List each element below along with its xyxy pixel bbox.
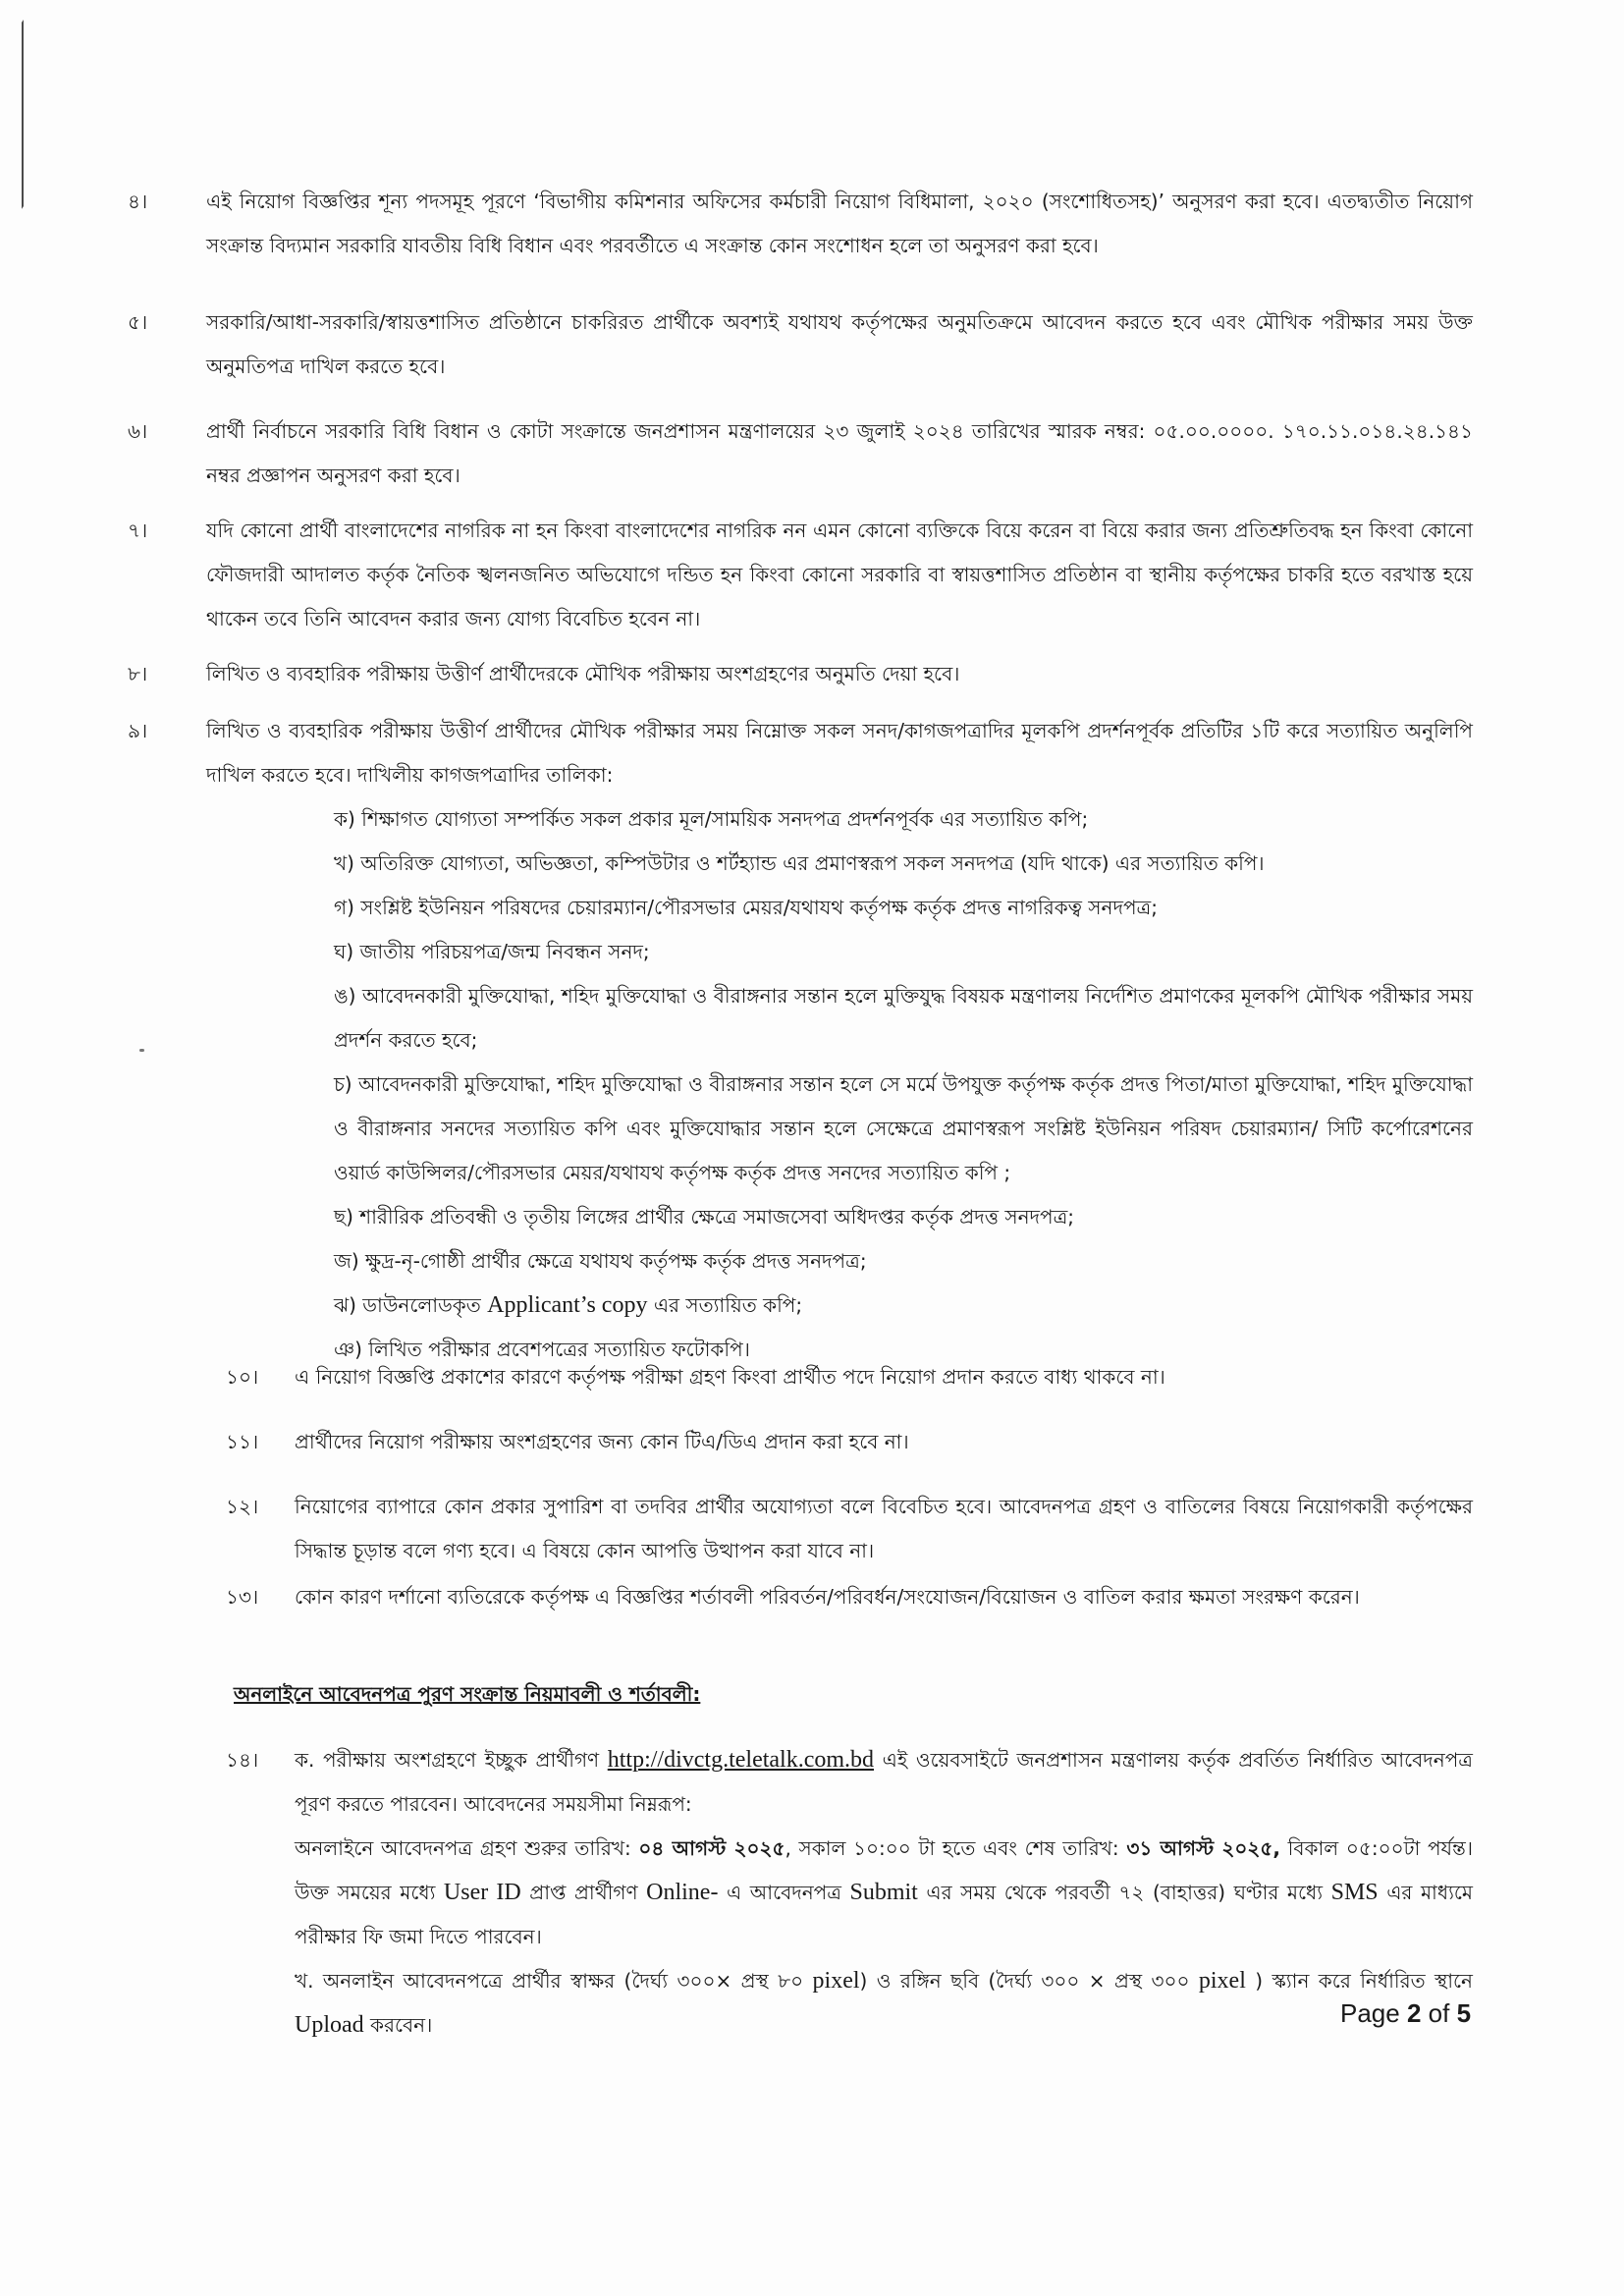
clause-number: ১০। — [226, 1365, 259, 1389]
page-number-total: 5 — [1456, 1998, 1472, 2028]
document-list-item: চ) আবেদনকারী মুক্তিযোদ্ধা, শহিদ মুক্তিযোদ্ধা ও বীরাঙ্গনার সন্তান হলে সে মর্মে উপযুক্ত কর্তৃপক্ষ কর্তৃক প্রদত্ত পিতা/মাতা মুক্তিযোদ্ধা, শহিদ মুক্তিযোদ্ধা ও বীরাঙ্গনার সনদের সত্যায়িত কপি এবং মুক্তিযোদ্ধার সন্তান হলে সেক্ষেত্রে প্রমাণস্বরূপ সংশ্লিষ্ট ইউনিয়ন পরিষদ চেয়ারম্যান/ সিটি কর্পোরেশনের ওয়ার্ড কাউন্সিলর/পৌরসভার মেয়র/যথাযথ কর্তৃপক্ষ কর্তৃক প্রদত্ত সনদের সত্যায়িত কপি ; — [334, 1072, 1473, 1184]
list-item-text: ঝ) ডাউনলোডকৃত — [334, 1293, 488, 1317]
clause-text: বিকাল ০৫:০০টা পর্যন্ত। উক্ত সময়ের মধ্যে — [295, 1836, 1473, 1904]
clause-text: ) ও রঙ্গিন ছবি (দৈর্ঘ্য ৩০০ × প্রস্থ ৩০০ — [859, 1969, 1199, 1993]
page-number-prefix: Page — [1340, 1998, 1407, 2028]
clause-6 — [128, 410, 1473, 498]
document-list-item: ক) শিক্ষাগত যোগ্যতা সম্পর্কিত সকল প্রকার মূল/সাময়িক সনদপত্র প্রদর্শনপূর্বক এর সত্যায়িত কপি; — [334, 807, 1089, 831]
clause-10 — [226, 1355, 1473, 1399]
clause-text: এর মাধ্যমে পরীক্ষার ফি জমা দিতে পারবেন। — [295, 1881, 1474, 1948]
clause-13 — [226, 1575, 1473, 1619]
clause-text: এ নিয়োগ বিজ্ঞপ্তি প্রকাশের কারণে কর্তৃপক্ষ পরীক্ষা গ্রহণ কিংবা প্রার্থীত পদে নিয়োগ প্রদান করতে বাধ্য থাকবে না। — [295, 1365, 1165, 1389]
clause-number: ১১। — [226, 1430, 259, 1453]
clause-text: প্রাপ্ত প্রার্থীগণ — [520, 1881, 647, 1904]
teletalk-link[interactable]: http://divctg.teletalk.com.bd — [607, 1747, 875, 1773]
application-start-date: ০৪ আগস্ট ২০২৫ — [638, 1836, 785, 1860]
clause-number: ১২। — [226, 1495, 259, 1518]
clause-text: খ. অনলাইন আবেদনপত্রে প্রার্থীর স্বাক্ষর (দৈর্ঘ্য ৩০০× প্রস্থ ৮০ — [295, 1969, 813, 1993]
document-list-item: ঘ) জাতীয় পরিচয়পত্র/জন্ম নিবন্ধন সনদ; — [334, 940, 650, 963]
clause-number: ৯। — [128, 719, 148, 742]
clause-number: ৪। — [128, 190, 148, 213]
application-end-date: ৩১ আগস্ট ২০২৫, — [1126, 1836, 1280, 1860]
clause-text: লিখিত ও ব্যবহারিক পরীক্ষায় উত্তীর্ণ প্রার্থীদেরকে মৌখিক পরীক্ষায় অংশগ্রহণের অনুমতি দেয়া হবে। — [206, 662, 960, 685]
clause-5 — [128, 301, 1473, 389]
clause-text: প্রার্থী নির্বাচনে সরকারি বিধি বিধান ও কোটা সংক্রান্তে জনপ্রশাসন মন্ত্রণালয়ের ২৩ জুলাই ২০২৪ তারিখের স্মারক নম্বর: ০৫.০০.০০০০. ১৭০.১১.০১৪.২৪.১৪১ নম্বর প্রজ্ঞাপন অনুসরণ করা হবে। — [206, 419, 1473, 487]
clause-number: ৫। — [128, 310, 148, 334]
clause-7 — [128, 509, 1473, 641]
clause-text: সরকারি/আধা-সরকারি/স্বায়ত্তশাসিত প্রতিষ্ঠানে চাকরিরত প্রার্থীকে অবশ্যই যথাযথ কর্তৃপক্ষের অনুমতিক্রমে আবেদন করতে হবে এবং মৌখিক পরীক্ষার সময় উক্ত অনুমতিপত্র দাখিল করতে হবে। — [206, 310, 1473, 378]
application-start-label: অনলাইনে আবেদনপত্র গ্রহণ শুরুর তারিখ: — [295, 1836, 639, 1860]
document-list-item: ঞ) লিখিত পরীক্ষার প্রবেশপত্রের সত্যায়িত ফটোকপি। — [334, 1338, 750, 1361]
clause-text: এই নিয়োগ বিজ্ঞপ্তির শূন্য পদসমূহ পূরণে ‘বিভাগীয় কমিশনার অফিসের কর্মচারী নিয়োগ বিধিমালা, ২০২০ (সংশোধিতসহ)’ অনুসরণ করা হবে। এতদ্ব্যতীত নিয়োগ সংক্রান্ত বিদ্যমান সরকারি যাবতীয় বিধি বিধান এবং পরবর্তীতে এ সংক্রান্ত কোন সংশোধন হলে তা অনুসরণ করা হবে। — [206, 190, 1473, 257]
list-item-text: এর সত্যায়িত কপি; — [647, 1293, 803, 1317]
clause-text: Online- — [646, 1880, 719, 1905]
clause-number: ৭। — [128, 519, 148, 542]
clause-4 — [128, 180, 1473, 268]
clause-number: ৮। — [128, 662, 148, 685]
clause-text: করবেন। — [363, 2013, 433, 2037]
list-item-text: Applicant’s copy — [487, 1292, 648, 1318]
scan-speck — [139, 1049, 144, 1052]
clause-9 — [128, 709, 1473, 1372]
clause-text: প্রার্থীদের নিয়োগ পরীক্ষায় অংশগ্রহণের জন্য কোন টিএ/ডিএ প্রদান করা হবে না। — [295, 1430, 909, 1453]
clause-text: লিখিত ও ব্যবহারিক পরীক্ষায় উত্তীর্ণ প্রার্থীদের মৌখিক পরীক্ষার সময় নিম্নোক্ত সকল সনদ/কাগজপত্রাদির মূলকপি প্রদর্শনপূর্বক প্রতিটির ১টি করে সত্যায়িত অনুলিপি দাখিল করতে হবে। দাখিলীয় কাগজপত্রাদির তালিকা: — [206, 719, 1473, 787]
clause-14 — [226, 1738, 1474, 2048]
clause-text: pixel — [1198, 1968, 1246, 1994]
document-list-item — [334, 1284, 1473, 1328]
document-list-item: গ) সংশ্লিষ্ট ইউনিয়ন পরিষদের চেয়ারম্যান/পৌরসভার মেয়র/যথাযথ কর্তৃপক্ষ কর্তৃক প্রদত্ত নাগরিকত্ব সনদপত্র; — [334, 896, 1158, 919]
page-corner-fold — [0, 20, 24, 246]
online-application-heading: অনলাইনে আবেদনপত্র পুরণ সংক্রান্ত নিয়মাবলী ও শর্তাবলী: — [234, 1682, 701, 1706]
clause-text: যদি কোনো প্রার্থী বাংলাদেশের নাগরিক না হন কিংবা বাংলাদেশের নাগরিক নন এমন কোনো ব্যক্তিকে বিয়ে করেন বা বিয়ে করার জন্য প্রতিশ্রুতিবদ্ধ হন কিংবা কোনো ফৌজদারী আদালত কর্তৃক নৈতিক স্খলনজনিত অভিযোগে দন্ডিত হন কিংবা কোনো সরকারি বা স্বায়ত্তশাসিত প্রতিষ্ঠান বা স্থানীয় কর্তৃপক্ষের চাকরি হতে বরখাস্ত হয়ে থাকেন তবে তিনি আবেদন করার জন্য যোগ্য বিবেচিত হবেন না। — [206, 519, 1473, 630]
page-number-current: 2 — [1406, 1998, 1422, 2028]
clause-text: Submit — [849, 1880, 918, 1905]
page-number — [1340, 1994, 1471, 2033]
clause-text: নিয়োগের ব্যাপারে কোন প্রকার সুপারিশ বা তদবির প্রার্থীর অযোগ্যতা বলে বিবেচিত হবে। আবেদনপত্র গ্রহণ ও বাতিলের বিষয়ে নিয়োগকারী কর্তৃপক্ষের সিদ্ধান্ত চূড়ান্ত বলে গণ্য হবে। এ বিষয়ে কোন আপত্তি উত্থাপন করা যাবে না। — [295, 1495, 1473, 1562]
clause-text: এর সময় থেকে পরবর্তী ৭২ (বাহাত্তর) ঘণ্টার মধ্যে — [917, 1881, 1331, 1904]
document-list-item: খ) অতিরিক্ত যোগ্যতা, অভিজ্ঞতা, কম্পিউটার ও শর্টহ্যান্ড এর প্রমাণস্বরূপ সকল সনদপত্র (যদি থাকে) এর সত্যায়িত কপি। — [334, 851, 1265, 875]
document-list-item: ঙ) আবেদনকারী মুক্তিযোদ্ধা, শহিদ মুক্তিযোদ্ধা ও বীরাঙ্গনার সন্তান হলে মুক্তিযুদ্ধ বিষয়ক মন্ত্রণালয় নির্দেশিত প্রমাণকের মূলকপি মৌখিক পরীক্ষার সময় প্রদর্শন করতে হবে; — [334, 984, 1473, 1052]
clause-text: pixel — [812, 1968, 860, 1994]
clause-12 — [226, 1485, 1473, 1573]
clause-text: ক. পরীক্ষায় অংশগ্রহণে ইচ্ছুক প্রার্থীগণ — [295, 1748, 608, 1772]
clause-text: Upload — [295, 2012, 364, 2038]
clause-text: SMS — [1330, 1880, 1379, 1905]
clause-number: ৬। — [128, 419, 148, 443]
page-number-mid: of — [1421, 1998, 1457, 2028]
clause-text: কোন কারণ দর্শানো ব্যতিরেকে কর্তৃপক্ষ এ বিজ্ঞপ্তির শর্তাবলী পরিবর্তন/পরিবর্ধন/সংযোজন/বিয়োজন ও বাতিল করার ক্ষমতা সংরক্ষণ করেন। — [295, 1585, 1360, 1609]
clause-text: এ আবেদনপত্র — [718, 1881, 850, 1904]
clause-text: , সকাল ১০:০০ টা হতে এবং শেষ তারিখ: — [785, 1836, 1127, 1860]
clause-text: User ID — [443, 1880, 521, 1905]
clause-11 — [226, 1420, 1473, 1464]
clause-number: ১৪। — [226, 1748, 259, 1772]
document-list-item: জ) ক্ষুদ্র-নৃ-গোষ্ঠী প্রার্থীর ক্ষেত্রে যথাযথ কর্তৃপক্ষ কর্তৃক প্রদত্ত সনদপত্র; — [334, 1249, 867, 1273]
document-list — [334, 797, 1473, 1372]
clause-number: ১৩। — [226, 1585, 259, 1609]
clause-text: এই ওয়েবসাইটে জনপ্রশাসন মন্ত্রণালয় কর্তৃক প্রবর্তিত নির্ধারিত আবেদনপত্র পূরণ করতে পারবেন। আবেদনের সময়সীমা নিম্নরূপ: — [295, 1748, 1473, 1816]
document-list-item: ছ) শারীরিক প্রতিবন্ধী ও তৃতীয় লিঙ্গের প্রার্থীর ক্ষেত্রে সমাজসেবা অধিদপ্তর কর্তৃক প্রদত্ত সনদপত্র; — [334, 1205, 1075, 1229]
clause-text: ) স্ক্যান করে নির্ধারিত স্থানে — [1245, 1969, 1473, 1993]
clause-8 — [128, 652, 1473, 696]
